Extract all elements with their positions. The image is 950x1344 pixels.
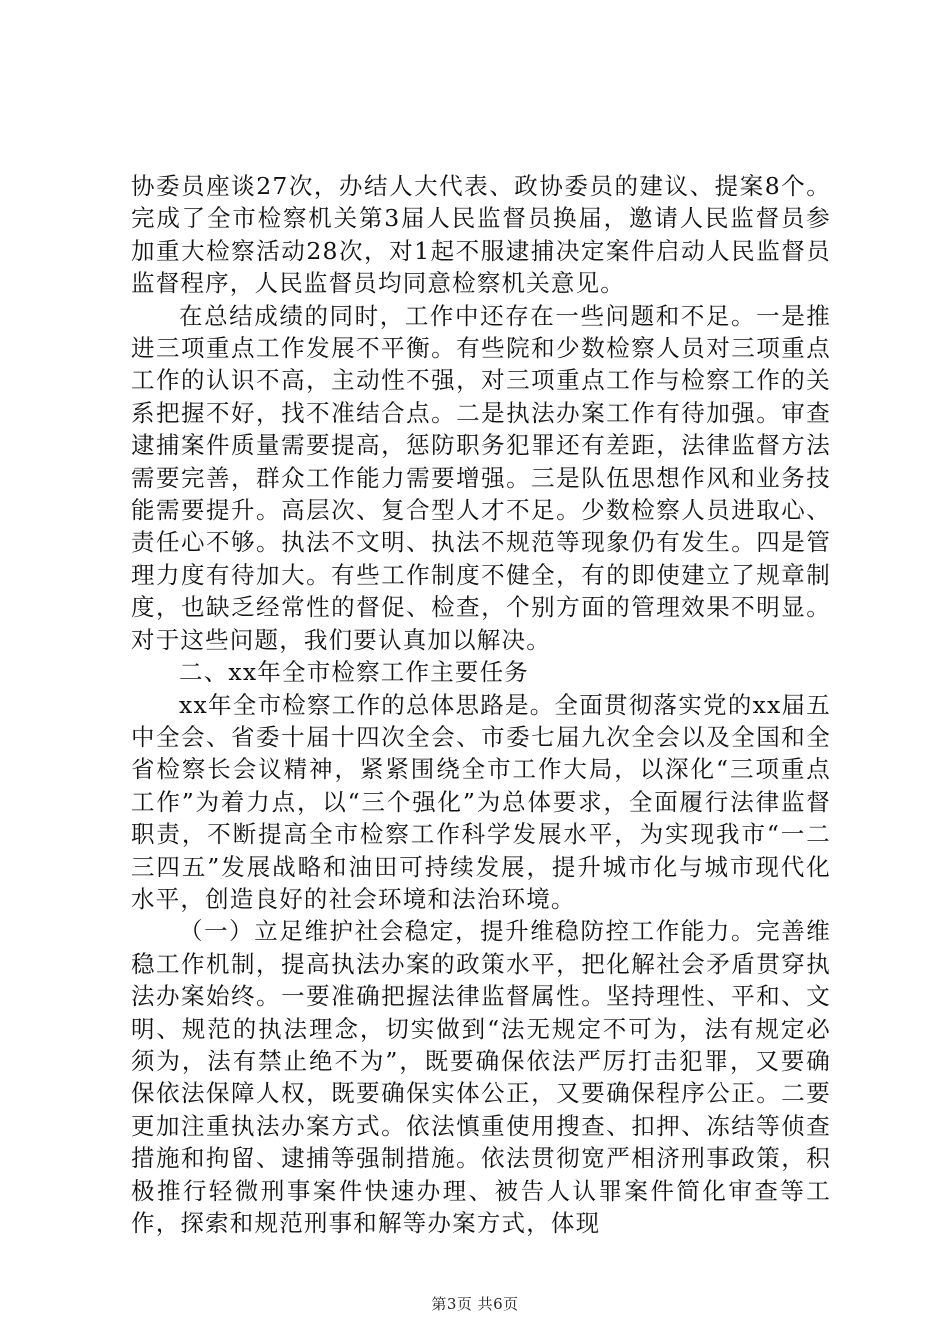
paragraph-2: 在总结成绩的同时，工作中还存在一些问题和不足。一是推进三项重点工作发展不平衡。有些院和少数检察人员对三项重点工作的认识不高，主动性不强，对三项重点工作与检察工作的关系把握不好，找不准结合点。二是执法办案工作有待加强。审查逮捕案件质量需要提高，惩防职务犯罪还有差距，法律监督方法需要完善，群众工作能力需要增强。三是队伍思想作风和业务技能需要提升。高层次、复合型人才不足。少数检察人员进取心、责任心不够。执法不文明、执法不规范等现象仍有发生。四是管理力度有待加大。有些工作制度不健全，有的即使建立了规章制度，也缺乏经常性的督促、检查，个别方面的管理效果不明显。对于这些问题，我们要认真加以解决。 <box>131 301 831 654</box>
page-number: 第3页 共6页 <box>431 1295 519 1313</box>
paragraph-3: xx年全市检察工作的总体思路是。全面贯彻落实党的xx届五中全会、省委十届十四次全会、市委七届九次全会以及全国和全省检察长会议精神，紧紧围绕全市工作大局，以深化“三项重点工作”为着力点，以“三个强化”为总体要求，全面履行法律监督职责，不断提高全市检察工作科学发展水平，为实现我市“一二三四五”发展战略和油田可持续发展，提升城市化与城市现代化水平，创造良好的社会环境和法治环境。 <box>131 690 831 913</box>
paragraph-4: （一）立足维护社会稳定，提升维稳防控工作能力。完善维稳工作机制，提高执法办案的政策水平，把化解社会矛盾贯穿执法办案始终。一要准确把握法律监督属性。坚持理性、平和、文明、规范的执法理念，切实做到“法无规定不可为，法有规定必须为，法有禁止绝不为”，既要确保依法严厉打击犯罪，又要确保依法保障人权，既要确保实体公正，又要确保程序公正。二要更加注重执法办案方式。依法慎重使用搜查、扣押、冻结等侦查措施和拘留、逮捕等强制措施。依法贯彻宽严相济刑事政策，积极推行轻微刑事案件快速办理、被告人认罪案件简化审查等工作，探索和规范刑事和解等办案方式，体现 <box>131 917 831 1237</box>
section-heading: 二、xx年全市检察工作主要任务 <box>179 658 530 687</box>
document-body <box>131 170 831 1239</box>
paragraph-1: 协委员座谈27次，办结人大代表、政协委员的建议、提案8个。完成了全市检察机关第3届人民监督员换届，邀请人民监督员参加重大检察活动28次，对1起不服逮捕决定案件启动人民监督员监督程序，人民监督员均同意检察机关意见。 <box>131 172 831 298</box>
